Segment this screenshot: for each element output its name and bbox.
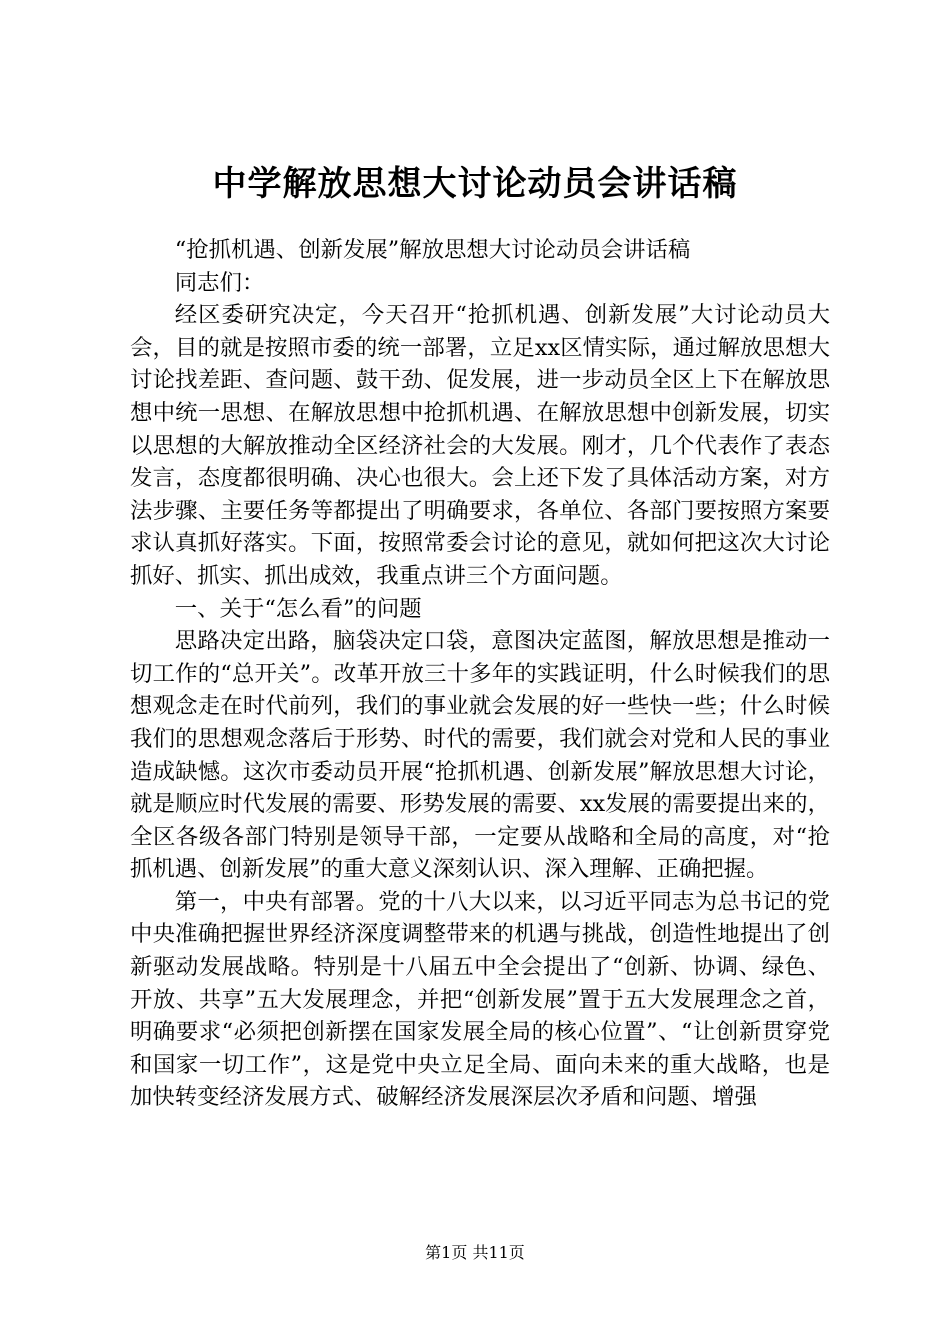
body-paragraph: 经区委研究决定，今天召开“抢抓机遇、创新发展”大讨论动员大会，目的就是按照市委的统一部署，立足xx区情实际，通过解放思想大讨论找差距、查问题、鼓干劲、促发展，进一步动员全区上下在解放思想中统一思想、在解放思想中抢抓机遇、在解放思想中创新发展，切实以思想的大解放推动全区经济社会的大发展。刚才，几个代表作了表态发言，态度都很明确、决心也很大。会上还下发了具体活动方案，对方法步骤、主要任务等都提出了明确要求，各单位、各部门要按照方案要求认真抓好落实。下面，按照常委会讨论的意见，就如何把这次大讨论抓好、抓实、抓出成效，我重点讲三个方面问题。 bbox=[130, 302, 830, 589]
page-number-footer: 第1页 共11页 bbox=[425, 1243, 525, 1262]
document-title: 中学解放思想大讨论动员会讲话稿 bbox=[212, 164, 738, 204]
body-paragraph: 思路决定出路，脑袋决定口袋，意图决定蓝图，解放思想是推动一切工作的“总开关”。改革开放三十多年的实践证明，什么时候我们的思想观念走在时代前列，我们的事业就会发展的好一些快一些；什么时候我们的思想观念落后于形势、时代的需要，我们就会对党和人民的事业造成缺憾。这次市委动员开展“抢抓机遇、创新发展”解放思想大讨论，就是顺应时代发展的需要、形势发展的需要、xx发展的需要提出来的，全区各级各部门特别是领导干部，一定要从战略和全局的高度，对“抢抓机遇、创新发展”的重大意义深刻认识、深入理解、正确把握。 bbox=[130, 628, 830, 883]
section-heading: 一、关于“怎么看”的问题 bbox=[174, 595, 422, 622]
subtitle-paragraph: “抢抓机遇、创新发展”解放思想大讨论动员会讲话稿 bbox=[174, 237, 691, 263]
salutation-paragraph: 同志们： bbox=[174, 269, 265, 296]
body-paragraph: 第一，中央有部署。党的十八大以来，以习近平同志为总书记的党中央准确把握世界经济深度调整带来的机遇与挑战，创造性地提出了创新驱动发展战略。特别是十八届五中全会提出了“创新、协调、绿色、开放、共享”五大发展理念，并把“创新发展”置于五大发展理念之首，明确要求“必须把创新摆在国家发展全局的核心位置”、“让创新贯穿党和国家一切工作”，这是党中央立足全局、面向未来的重大战略，也是加快转变经济发展方式、破解经济发展深层次矛盾和问题、增强 bbox=[130, 888, 830, 1111]
document-body bbox=[130, 234, 830, 1114]
